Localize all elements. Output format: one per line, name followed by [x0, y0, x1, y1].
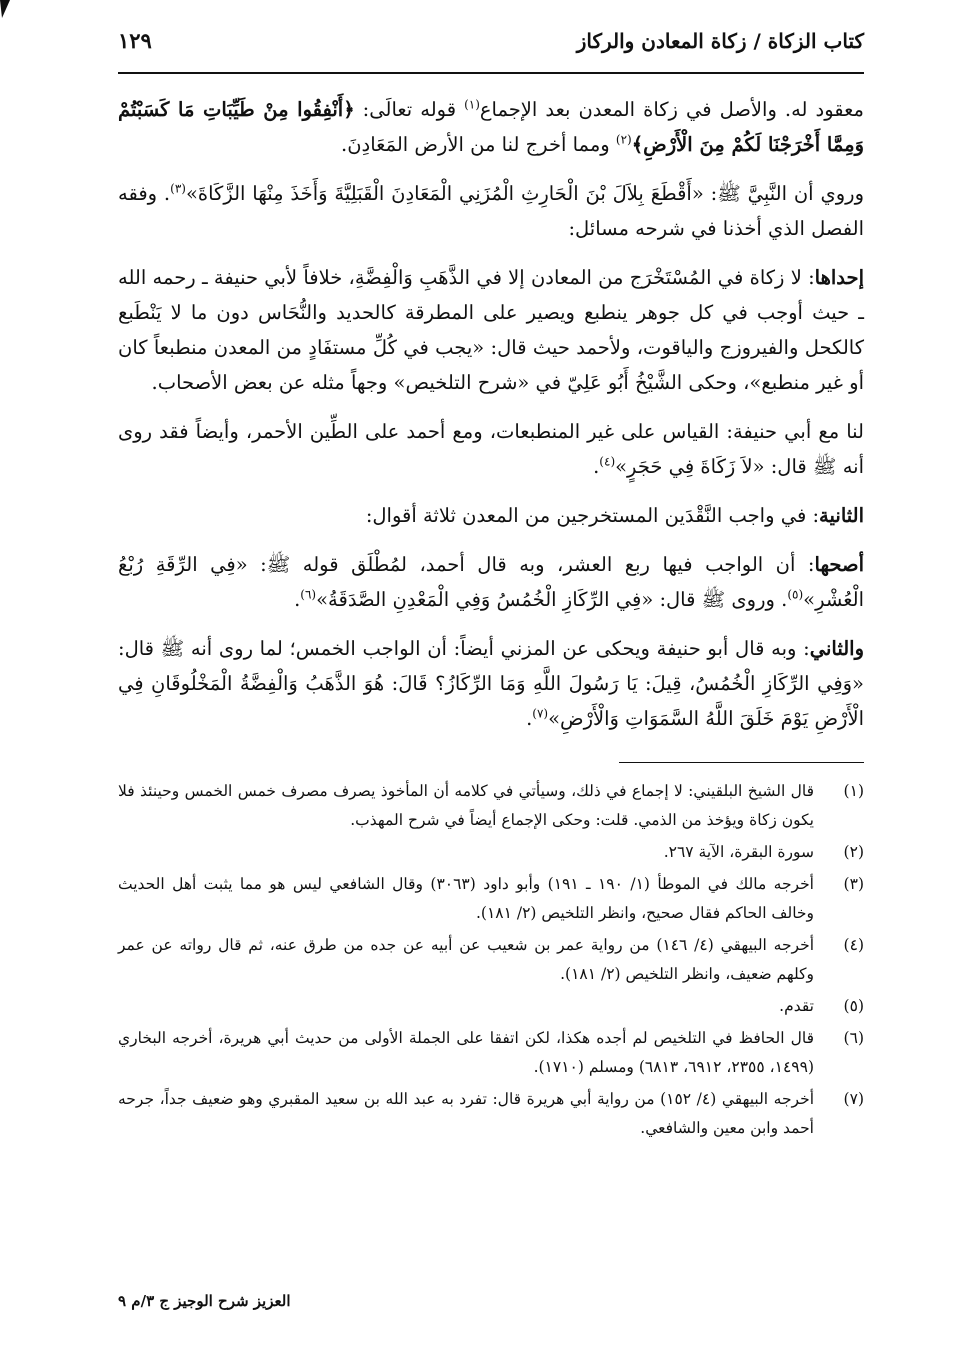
footnote — [118, 992, 864, 1021]
paragraph-5 — [118, 498, 864, 533]
text: : لا زكاة في المُسْتَخْرَج من المعادن إلا في الذَّهَبِ وَالْفِضَّةِ، خلافاً لأبي حنيفة ـ رحمه الله ـ حيث أوجب في كل جوهر ينطبع ويصير على المطرقة كالحديد والنُّحَاس دون ما لا يَنْطَبع كالكحل والفيروزج والياقوت، ولأحمد حيث قال: «يجب في كُلِّ مستفَادٍ من المعدن منطبعاً كان أو غير منطبع»، وحكى الشَّيْخُ أَبُو عَلِيّ في «شرح التلخيص» وجهاً مثله عن بعض الأصحاب. — [118, 266, 864, 394]
footnote-ref: (٣) — [170, 181, 186, 196]
footnote-number: (٣) — [843, 875, 864, 893]
footnote-text: أخرجه البيهقي (٤/ ١٥٢) من رواية أبي هريرة قال: تفرد به عبد الله بن سعيد المقبري وهو ضعيف جداً، جرحه أحمد وابن معين والشافعي. — [118, 1090, 814, 1137]
text: . وفقه الفصل الذي أخذنا في شرحه مسائل: — [118, 182, 864, 240]
footnote — [118, 870, 864, 928]
text: . — [526, 707, 533, 730]
text: . — [294, 588, 301, 611]
text: معقود له. والأصل في زكاة المعدن بعد الإجماع — [479, 98, 864, 121]
corner-mark — [0, 0, 10, 18]
paragraph-1 — [118, 92, 864, 162]
footnote-text: تقدم. — [779, 997, 814, 1015]
footnote-text: أخرجه البيهقي (٤/ ١٤٦) من رواية عمر بن شعيب عن أبيه عن جده من طرق عنه، ثم قال رواته عن عمر وكلهم ضعيف، وانظر التلخيص (٢/ ١٨١). — [118, 936, 814, 983]
footnote-text: سورة البقرة، الآية ٢٦٧. — [663, 843, 814, 861]
footnote-text: قال الحافظ في التلخيص لم أجده هكذا، لكن اتفقا على الجملة الأولى من حديث أبي هريرة، أخرجه البخاري (١٤٩٩، ٢٣٥٥، ٦٩١٢، ٦٨١٣) ومسلم (١٧١٠). — [118, 1029, 814, 1076]
footnote-ref: (١) — [464, 97, 480, 112]
footnote-number: (٦) — [843, 1029, 864, 1047]
text: . وروى ﷺ قال: «فِي الرِّكَازِ الْخُمُسُ وَفِي الْمَعْدِنِ الصَّدَقَةُ» — [316, 588, 788, 611]
paragraph-2 — [118, 176, 864, 246]
main-text — [118, 92, 864, 736]
text: : وبه قال أبو حنيفة ويحكى عن المزني أيضاً: أن الواجب الخمس؛ لما روى أنه ﷺ قال: «وَفِي الرِّكَازِ الْخُمُسُ، قِيلَ: يَا رَسُولَ اللَّهِ وَمَا الرِّكَازُ؟ قَالَ: هُوَ الذَّهَبُ وَالْفِضَّةُ الْمَخْلُوقَانِ فِي الْأَرْضِ يَوْمَ خَلَقَ اللَّهُ السَّمَوَاتِ وَالْأَرْضِ» — [118, 637, 864, 730]
footnote-number: (٥) — [843, 997, 864, 1015]
page-header — [118, 28, 864, 74]
footnote-text: قال الشيخ البلقيني: لا إجماع في ذلك، وسيأتي في كلامه أن المأخوذ يصرف مصرف خمس الخمس وحينئذ فلا يكون زكاة ويؤخذ من الذمي. قلت: وحكى الإجماع أيضاً في شرح المهذب. — [118, 782, 814, 829]
footnote-number: (٢) — [843, 843, 864, 861]
text: قوله تعالَى: — [354, 98, 465, 121]
footnote-divider — [619, 762, 864, 763]
quran-verse: ﴿أَنْفِقُوا مِنْ طَيِّبَاتِ مَا كَسَبْتُمْ وَمِمَّا أَخْرَجْنَا لَكُمْ مِنَ الْأَرْضِ﴾ — [118, 98, 864, 156]
paragraph-4 — [118, 414, 864, 484]
opinion-heading: أصحها — [814, 553, 864, 576]
footnote-number: (٤) — [843, 936, 864, 954]
footnote — [118, 1024, 864, 1082]
footnote-ref: (٢) — [615, 132, 632, 147]
footnote-ref: (٥) — [787, 587, 804, 602]
text: . — [593, 455, 600, 478]
footnote-ref: (٧) — [532, 706, 549, 721]
text: لنا مع أبي حنيفة: القياس على غير المنطبعات، ومع أحمد على الطِّين الأحمر، وأيضاً فقد روى أنه ﷺ قال: «لاَ زَكَاةَ فِي حَجَرٍ» — [118, 420, 864, 478]
footnotes — [118, 777, 864, 1143]
text: ومما أخرج لنا من الأرض المَعَادِنَ. — [341, 133, 616, 156]
footnote-ref: (٤) — [599, 454, 616, 469]
running-title: كتاب الزكاة / زكاة المعادن والركاز — [576, 29, 864, 53]
footnote — [118, 777, 864, 835]
footnote — [118, 838, 864, 867]
paragraph-7 — [118, 631, 864, 736]
footnote — [118, 1085, 864, 1143]
footnote-number: (١) — [843, 782, 864, 800]
issue-heading: إحداها — [814, 266, 864, 289]
issue-heading: الثانية — [819, 504, 864, 527]
book-signature: العزيز شرح الوجيز ج ٣/م ٩ — [118, 1292, 291, 1310]
text: : في واجب النَّقْدَين المستخرجين من المعدن ثلاثة أقوال: — [365, 504, 820, 527]
paragraph-3 — [118, 260, 864, 400]
paragraph-6 — [118, 547, 864, 617]
text: : أن الواجب فيها ربع العشر، وبه قال أحمد، لمُطْلَق قوله ﷺ: «فِي الرِّقَةِ رُبْعُ الْعُشْرِ» — [118, 553, 864, 611]
text: وروي أن النَّبِيَّ ﷺ: «أَقْطَعَ بِلاَلَ بْنَ الْحَارِثِ الْمُزَنِي الْمَعَادِنَ الْقَبَلِيَّةَ وَأَخَذَ مِنْهَا الزَّكَاةَ» — [185, 182, 864, 205]
footnote-number: (٧) — [843, 1090, 864, 1108]
footnote — [118, 931, 864, 989]
footnote-text: أخرجه مالك في الموطأ (١/ ١٩٠ ـ ١٩١) وأبو داود (٣٠٦٣) وقال الشافعي ليس هو مما يثبت أهل الحديث وخالف الحاكم فقال صحيح، وانظر التلخيص (٢/ ١٨١). — [118, 875, 814, 922]
opinion-heading: والثاني — [809, 637, 864, 660]
footnote-ref: (٦) — [300, 587, 317, 602]
page-number: ١٢٩ — [118, 28, 152, 53]
page — [118, 28, 864, 1146]
